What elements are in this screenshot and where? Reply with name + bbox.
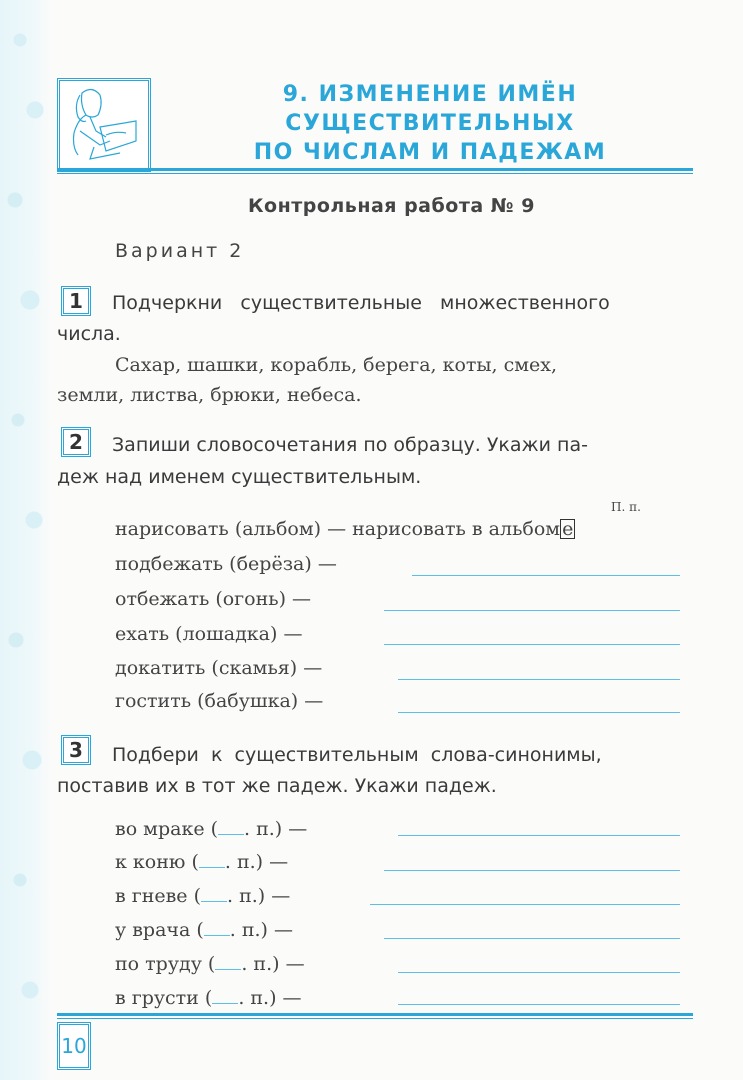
work-title: Контрольная работа № 9 xyxy=(248,195,535,217)
item-text: . п.) — xyxy=(227,885,291,907)
task-3-item xyxy=(115,984,302,1009)
answer-line[interactable] xyxy=(384,870,680,871)
item-text: в грусти ( xyxy=(115,987,213,1009)
case-label-example: П. п. xyxy=(611,500,641,514)
task-number-1: 1 xyxy=(61,286,91,316)
chapter-title xyxy=(240,80,620,167)
task-3-instruction-cont: поставив их в тот же падеж. Укажи падеж. xyxy=(57,775,497,797)
variant-label: Вариант 2 xyxy=(115,240,245,262)
item-text: к коню ( xyxy=(115,851,199,873)
answer-line[interactable] xyxy=(412,575,680,576)
chapter-title-line: ПО ЧИСЛАМ И ПАДЕЖАМ xyxy=(253,140,607,165)
task-2-item: докатить (скамья) — xyxy=(115,657,323,679)
ending-box: е xyxy=(562,518,574,540)
case-blank[interactable] xyxy=(215,950,241,970)
girl-writing-icon xyxy=(57,78,151,172)
task-1-instruction-cont: числа. xyxy=(57,323,121,345)
task-number-3: 3 xyxy=(61,735,91,765)
floral-ornament-border xyxy=(0,0,52,1080)
task-1-words: Сахар, шашки, корабль, берега, коты, смех, xyxy=(115,354,558,376)
task-2-instruction-cont: деж над именем существительным. xyxy=(57,466,422,488)
answer-line[interactable] xyxy=(398,679,680,680)
case-blank[interactable] xyxy=(212,984,238,1004)
case-blank[interactable] xyxy=(199,848,225,868)
answer-line[interactable] xyxy=(384,938,680,939)
answer-line[interactable] xyxy=(370,904,680,905)
example-phrase xyxy=(115,518,575,540)
item-text: у врача ( xyxy=(115,919,204,941)
task-3-item xyxy=(115,848,288,873)
answer-line[interactable] xyxy=(384,610,680,611)
answer-line[interactable] xyxy=(398,1004,680,1005)
chapter-title-line: СУЩЕСТВИТЕЛЬНЫХ xyxy=(285,111,575,136)
task-2-item: подбежать (берёза) — xyxy=(115,553,337,575)
item-text: . п.) — xyxy=(224,851,289,873)
footer-divider xyxy=(57,1013,693,1019)
answer-line[interactable] xyxy=(398,972,680,973)
answer-line[interactable] xyxy=(398,712,680,713)
task-2-item: гостить (бабушка) — xyxy=(115,690,324,712)
answer-line[interactable] xyxy=(398,835,680,836)
task-1-words-cont: земли, листва, брюки, небеса. xyxy=(57,384,362,406)
task-number-2: 2 xyxy=(61,427,91,457)
chapter-title-line: 9. ИЗМЕНЕНИЕ ИМЁН xyxy=(282,82,578,107)
item-text: . п.) — xyxy=(229,919,293,941)
task-3-item xyxy=(115,950,305,975)
case-blank[interactable] xyxy=(204,916,230,936)
task-2-instruction: Запиши словосочетания по образцу. Укажи па- xyxy=(112,434,588,456)
item-text: . п.) — xyxy=(241,953,305,975)
example-text: нарисовать (альбом) — нарисовать в альбом xyxy=(115,518,561,540)
task-2-item: отбежать (огонь) — xyxy=(115,588,312,610)
page-number: 10 xyxy=(57,1022,91,1070)
task-3-item xyxy=(115,815,307,840)
item-text: в гневе ( xyxy=(115,885,201,907)
item-text: во мраке ( xyxy=(115,818,219,840)
case-blank[interactable] xyxy=(201,882,227,902)
item-text: . п.) — xyxy=(238,987,302,1009)
item-text: по труду ( xyxy=(115,953,216,975)
answer-line[interactable] xyxy=(384,644,680,645)
header-divider xyxy=(57,168,693,174)
task-3-item xyxy=(115,916,293,941)
task-2-item: ехать (лошадка) — xyxy=(115,623,303,645)
item-text: . п.) — xyxy=(244,818,308,840)
task-3-instruction: Подбери к существительным слова-синонимы, xyxy=(112,744,602,766)
task-3-item xyxy=(115,882,290,907)
case-blank[interactable] xyxy=(218,815,244,835)
task-1-instruction: Подчеркни существительные множественного xyxy=(112,292,610,314)
